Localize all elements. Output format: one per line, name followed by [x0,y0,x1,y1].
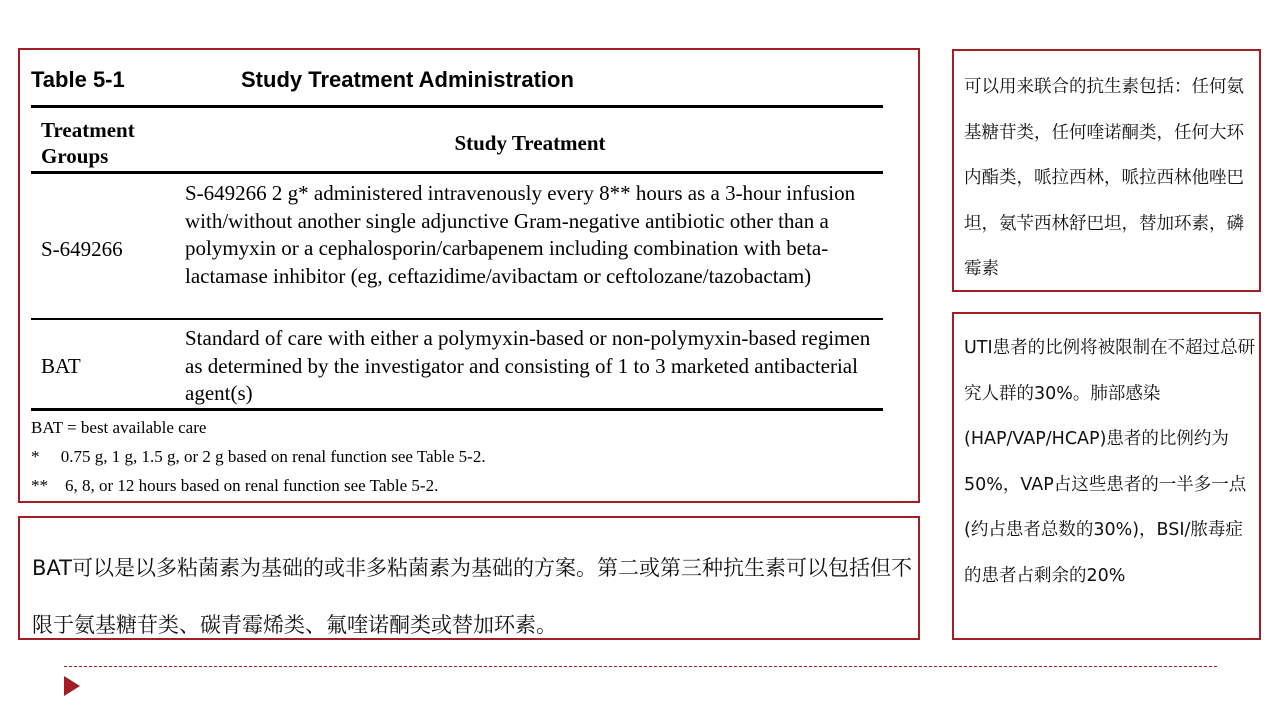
footnote-interval: ** 6, 8, or 12 hours based on renal function see Table 5-2. [31,476,439,495]
row-treatment-s-649266: S-649266 2 g* administered intravenously every 8** hours as a 3-hour infusion with/without another single adjunctive Gram-negative antibiotic other than a polymyxin or a cephalosporin/carbapenem including combination with beta-lactamase inhibitor (eg, ceftazidime/avibactam or ceftolozane/tazobactam) [185,181,856,288]
population-proportion-box [952,312,1261,640]
dashed-divider [64,666,1217,667]
column-header-study-treatment: Study Treatment [454,131,606,155]
footnote-dose: * 0.75 g, 1 g, 1.5 g, or 2 g based on renal function see Table 5-2. [31,447,486,466]
header-rule [31,171,883,174]
bat-explanation-text: BAT可以是以多粘菌素为基础的或非多粘菌素为基础的方案。第二或第三种抗生素可以包括但不限于氨基糖苷类、碳青霉烯类、氟喹诺酮类或替加环素。 [32,556,912,637]
population-proportion-text: UTI患者的比例将被限制在不超过总研究人群的30%。肺部感染(HAP/VAP/HCAP)患者的比例约为50%，VAP占这些患者的一半多一点(约占患者总数的30%)，BSI/脓毒症的患者占剩余的20% [964,338,1256,586]
table-number: Table 5-1 [31,67,125,92]
table-title: Study Treatment Administration [241,67,574,92]
combination-antibiotics-text: 可以用来联合的抗生素包括：任何氨基糖苷类，任何喹诺酮类，任何大环内酯类，哌拉西林，哌拉西林他唑巴坦，氨苄西林舒巴坦，替加环素，磷霉素 [964,77,1244,279]
triangle-right-icon [64,676,80,696]
row-treatment-bat: Standard of care with either a polymyxin-based or non-polymyxin-based regimen as determined by the investigator and consisting of 1 to 3 marketed antibacterial agent(s) [185,326,871,405]
footnote-bat-definition: BAT = best available care [31,418,207,437]
table-top-rule [31,105,883,108]
table-bottom-rule [31,408,883,411]
row-separator [31,318,883,320]
study-treatment-table-panel [18,48,920,503]
combination-antibiotics-box [952,49,1261,292]
column-header-treatment-groups: Treatment Groups [41,118,135,168]
row-group-bat: BAT [41,354,81,378]
bat-explanation-box [18,516,920,640]
row-group-s-649266: S-649266 [41,237,123,261]
